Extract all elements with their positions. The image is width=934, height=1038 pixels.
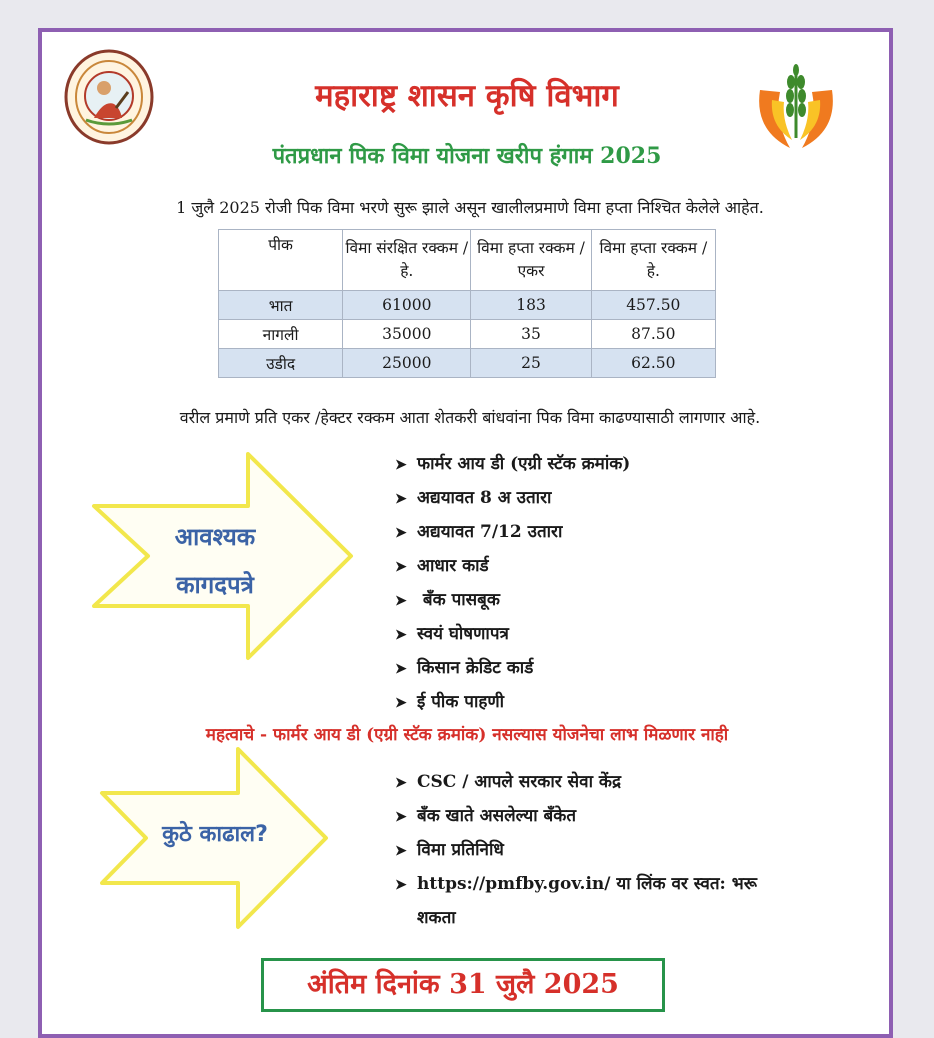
important-warning: महत्वाचे - फार्मर आय डी (एग्री स्टॅक क्रमांक) नसल्यास योजनेचा लाभ मिळणार नाही bbox=[205, 725, 729, 745]
list-item-text: बँक खाते असलेल्या बँकेत bbox=[417, 806, 577, 826]
list-item bbox=[395, 868, 865, 902]
table-cell: 61000 bbox=[343, 291, 471, 320]
list-item-text: https://pmfby.gov.in/ या लिंक वर स्वत: भरू bbox=[417, 874, 757, 894]
list-item bbox=[395, 583, 630, 617]
chevron-right-icon: ➤ bbox=[395, 809, 407, 825]
chevron-right-icon: ➤ bbox=[395, 695, 407, 711]
list-item bbox=[395, 800, 865, 834]
list-item bbox=[395, 549, 630, 583]
list-item bbox=[395, 834, 865, 868]
list-item bbox=[395, 651, 630, 685]
list-item-text: फार्मर आय डी (एग्री स्टॅक क्रमांक) bbox=[417, 454, 631, 474]
list-item-text: आधार कार्ड bbox=[417, 556, 489, 576]
column-header: पीक bbox=[219, 230, 343, 291]
documents-list bbox=[395, 447, 630, 719]
table-cell: 25000 bbox=[343, 349, 471, 378]
table-row bbox=[219, 291, 716, 320]
chevron-right-icon: ➤ bbox=[395, 627, 407, 643]
table-cell: 62.50 bbox=[591, 349, 715, 378]
list-item bbox=[395, 515, 630, 549]
list-item bbox=[395, 481, 630, 515]
documents-label-line1: आवश्यक bbox=[174, 523, 256, 551]
table-header-row bbox=[219, 230, 716, 291]
chevron-right-icon: ➤ bbox=[395, 661, 407, 677]
chevron-right-icon: ➤ bbox=[395, 457, 407, 473]
table-cell: 183 bbox=[471, 291, 591, 320]
table-cell: नागली bbox=[219, 320, 343, 349]
list-item bbox=[395, 766, 865, 800]
chevron-right-icon: ➤ bbox=[395, 559, 407, 575]
list-item-text: स्वयं घोषणापत्र bbox=[417, 624, 509, 644]
column-header: विमा हप्ता रक्कम / हे. bbox=[591, 230, 715, 291]
note-text: वरील प्रमाणे प्रति एकर /हेक्टर रक्कम आता शेतकरी बांधवांना पिक विमा काढण्यासाठी लागणार आहे. bbox=[179, 408, 761, 427]
list-item bbox=[395, 617, 630, 651]
list-item-text: अद्ययावत 7/12 उतारा bbox=[417, 522, 563, 542]
premium-table bbox=[218, 229, 716, 378]
chevron-right-icon: ➤ bbox=[395, 491, 407, 507]
intro-text: 1 जुलै 2025 रोजी पिक विमा भरणे सुरू झाले असून खालीलप्रमाणे विमा हप्ता निश्चित केलेले आहेत. bbox=[176, 198, 764, 217]
where-label: कुठे काढाल? bbox=[162, 822, 268, 847]
chevron-right-icon: ➤ bbox=[395, 843, 407, 859]
page-title: महाराष्ट्र शासन कृषि विभाग bbox=[315, 78, 619, 114]
table-cell: 87.50 bbox=[591, 320, 715, 349]
table-cell: 35 bbox=[471, 320, 591, 349]
table-cell: 35000 bbox=[343, 320, 471, 349]
table-cell: उडीद bbox=[219, 349, 343, 378]
list-item-text: अद्ययावत 8 अ उतारा bbox=[417, 488, 552, 508]
list-item bbox=[395, 685, 630, 719]
table-cell: 457.50 bbox=[591, 291, 715, 320]
table-cell: 25 bbox=[471, 349, 591, 378]
list-item-text: किसान क्रेडिट कार्ड bbox=[417, 658, 534, 678]
scheme-subtitle: पंतप्रधान पिक विमा योजना खरीप हंगाम 2025 bbox=[272, 143, 662, 169]
list-item bbox=[395, 447, 630, 481]
table-row bbox=[219, 349, 716, 378]
documents-label bbox=[150, 513, 280, 609]
column-header: विमा संरक्षित रक्कम / हे. bbox=[343, 230, 471, 291]
table-row bbox=[219, 320, 716, 349]
list-item-text: ई पीक पाहणी bbox=[417, 692, 505, 712]
where-list bbox=[395, 766, 865, 935]
documents-label-line2: कागदपत्रे bbox=[176, 571, 254, 599]
list-item-text: विमा प्रतिनिधि bbox=[417, 840, 504, 860]
deadline-banner: अंतिम दिनांक 31 जुलै 2025 bbox=[261, 958, 665, 1012]
column-header: विमा हप्ता रक्कम /एकर bbox=[471, 230, 591, 291]
list-item-text: बँक पासबूक bbox=[417, 590, 500, 610]
table-cell: भात bbox=[219, 291, 343, 320]
list-item-text: शकता bbox=[417, 908, 456, 928]
chevron-right-icon: ➤ bbox=[395, 877, 407, 893]
chevron-right-icon: ➤ bbox=[395, 593, 407, 609]
list-item-text: CSC / आपले सरकार सेवा केंद्र bbox=[417, 772, 621, 792]
chevron-right-icon: ➤ bbox=[395, 775, 407, 791]
chevron-right-icon: ➤ bbox=[395, 525, 407, 541]
list-item-continuation bbox=[395, 902, 865, 935]
